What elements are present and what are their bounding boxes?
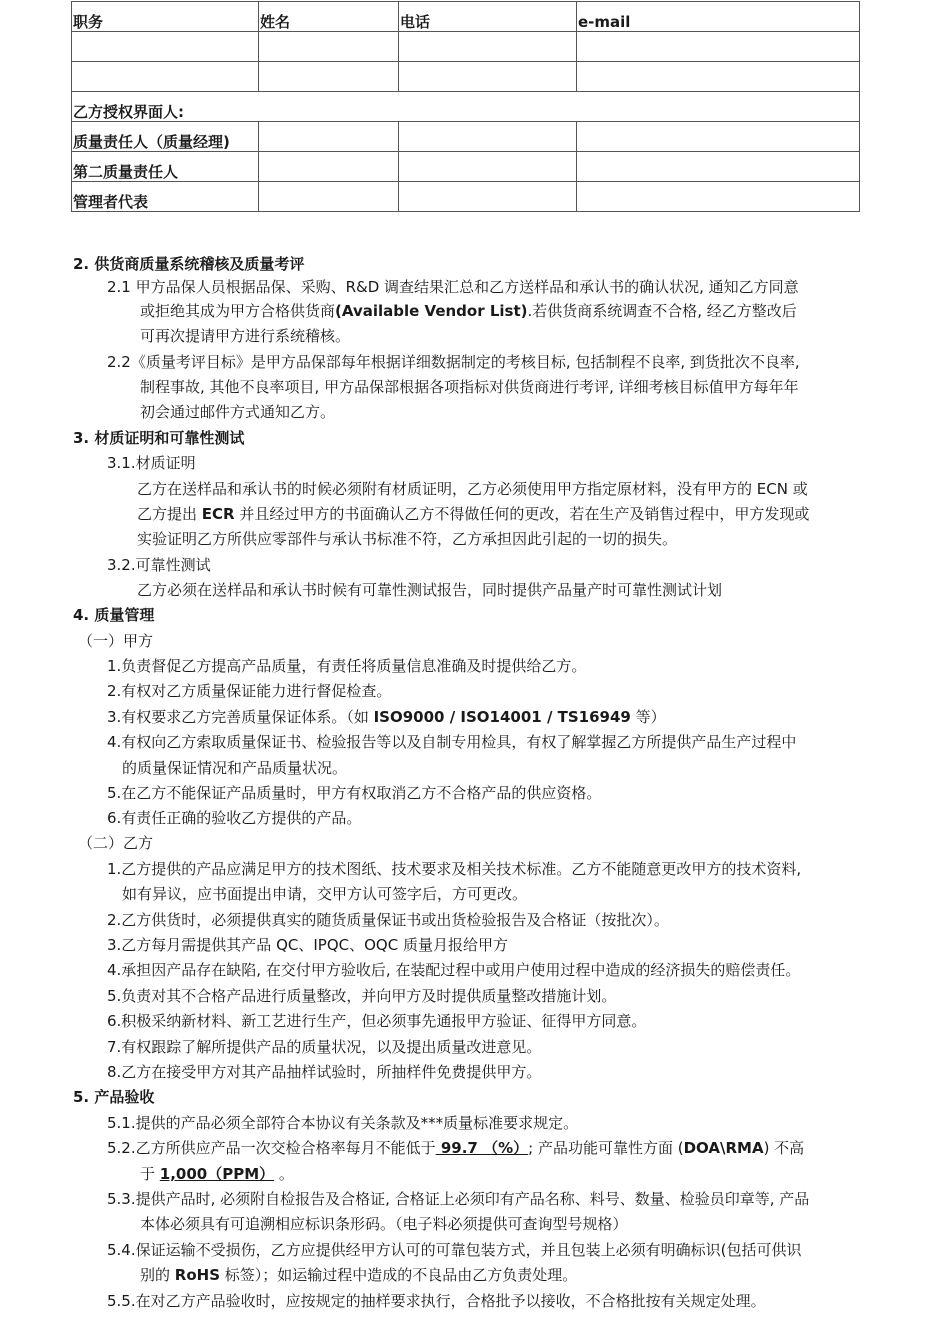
party-b-title: 乙方授权界面人: bbox=[72, 92, 860, 122]
table-row bbox=[72, 62, 860, 92]
s4-party-b-title: （二）乙方 bbox=[78, 834, 154, 852]
s3-p1-line1: 乙方在送样品和承认书的时候必须附有材质证明，乙方必须使用甲方指定原材料，没有甲方的 ECN 或 bbox=[137, 480, 808, 498]
s3-sub2: 3.2.可靠性测试 bbox=[107, 556, 211, 574]
s4-b7: 7.有权跟踪了解所提供产品的质量状况，以及提出质量改进意见。 bbox=[107, 1038, 542, 1056]
s4-b8: 8.乙方在接受甲方对其产品抽样试验时，所抽样件免费提供甲方。 bbox=[107, 1063, 542, 1081]
s4-b1-line2: 如有异议，应书面提出申请，交甲方认可签字后，方可更改。 bbox=[122, 885, 528, 903]
s4-b2: 2.乙方供货时，必须提供真实的随货质量保证书或出货检验报告及合格证（按批次）。 bbox=[107, 911, 669, 929]
s2-p1-line3: 可再次提请甲方进行系统稽核。 bbox=[140, 327, 351, 345]
s4-a5: 5.在乙方不能保证产品质量时，甲方有权取消乙方不合格产品的供应资格。 bbox=[107, 784, 602, 802]
table-row bbox=[72, 92, 860, 122]
s2-p2-line1: 2.2《质量考评目标》是甲方品保部每年根据详细数据制定的考核目标, 包括制程不良率, 到货批次不良率, bbox=[107, 353, 800, 371]
s3-p1-line3: 实验证明乙方所供应零部件与承认书标准不符，乙方承担因此引起的一切的损失。 bbox=[137, 530, 678, 548]
s5-i3-line2: 本体必须具有可追溯相应标识条形码。（电子料必须提供可查询型号规格） bbox=[140, 1215, 628, 1233]
header-position: 职务 bbox=[72, 2, 259, 32]
row-label: 第二质量责任人 bbox=[72, 152, 259, 182]
table-row bbox=[72, 122, 860, 152]
s4-a6: 6.有责任正确的验收乙方提供的产品。 bbox=[107, 809, 362, 827]
contact-table bbox=[71, 1, 860, 212]
table-row bbox=[72, 182, 860, 212]
section-4-title: 4. 质量管理 bbox=[73, 606, 155, 624]
table-row bbox=[72, 152, 860, 182]
header-email: e-mail bbox=[577, 2, 860, 32]
s2-p2-line3: 初会通过邮件方式通知乙方。 bbox=[140, 403, 336, 421]
s2-p1-line1: 2.1 甲方品保人员根据品保、采购、R&D 调查结果汇总和乙方送样品和承认书的确认状况, 通知乙方同意 bbox=[107, 278, 799, 296]
s5-i5: 5.5.在对乙方产品验收时，应按规定的抽样要求执行，合格批予以接收，不合格批按有关规定处理。 bbox=[107, 1292, 766, 1310]
s5-i4-line1: 5.4.保证运输不受损伤，乙方应提供经甲方认可的可靠包装方式，并且包装上必须有明确标识(包括可供识 bbox=[107, 1241, 802, 1259]
table-header-row bbox=[72, 2, 860, 32]
table-row bbox=[72, 32, 860, 62]
s4-a2: 2.有权对乙方质量保证能力进行督促检查。 bbox=[107, 682, 392, 700]
s5-i4-line2: 别的 RoHS 标签）；如运输过程中造成的不良品由乙方负责处理。 bbox=[140, 1266, 578, 1284]
section-3-title: 3. 材质证明和可靠性测试 bbox=[73, 429, 245, 447]
s2-p2-line2: 制程事故, 其他不良率项目, 甲方品保部根据各项指标对供货商进行考评, 详细考核目标值甲方每年年 bbox=[140, 378, 799, 396]
header-name: 姓名 bbox=[259, 2, 399, 32]
s4-a3: 3.有权要求乙方完善质量保证体系。（如 ISO9000 / ISO14001 / TS16949 等） bbox=[107, 708, 666, 726]
s4-b3: 3.乙方每月需提供其产品 QC、IPQC、OQC 质量月报给甲方 bbox=[107, 936, 508, 954]
section-2-title: 2. 供货商质量系统稽核及质量考评 bbox=[73, 255, 305, 273]
s4-b4: 4.承担因产品存在缺陷, 在交付甲方验收后, 在装配过程中或用户使用过程中造成的经济损失的赔偿责任。 bbox=[107, 961, 801, 979]
s3-p2-line1: 乙方必须在送样品和承认书时候有可靠性测试报告，同时提供产品量产时可靠性测试计划 bbox=[137, 581, 723, 599]
s3-p1-line2: 乙方提出 ECR 并且经过甲方的书面确认乙方不得做任何的更改，若在生产及销售过程中，甲方发现或 bbox=[137, 505, 810, 523]
header-phone: 电话 bbox=[399, 2, 577, 32]
s4-b5: 5.负责对其不合格产品进行质量整改，并向甲方及时提供质量整改措施计划。 bbox=[107, 987, 617, 1005]
s5-i2-line1: 5.2.乙方所供应产品一次交检合格率每月不能低于 99.7 （%）; 产品功能可靠性方面 (DOA\RMA) 不高 bbox=[107, 1139, 805, 1157]
s5-i3-line1: 5.3.提供产品时, 必须附自检报告及合格证, 合格证上必须印有产品名称、料号、数量、检验员印章等, 产品 bbox=[107, 1190, 810, 1208]
row-label: 管理者代表 bbox=[72, 182, 259, 212]
s4-party-a-title: （一）甲方 bbox=[78, 632, 154, 650]
s4-b6: 6.积极采纳新材料、新工艺进行生产，但必须事先通报甲方验证、征得甲方同意。 bbox=[107, 1012, 647, 1030]
s3-sub1: 3.1.材质证明 bbox=[107, 454, 196, 472]
s5-i2-line2: 于 1,000（PPM） 。 bbox=[140, 1165, 294, 1183]
s2-p1-line2: 或拒绝其成为甲方合格供货商(Available Vendor List).若供货商系统调查不合格, 经乙方整改后 bbox=[140, 302, 797, 320]
row-label: 质量责任人（质量经理) bbox=[72, 122, 259, 152]
s4-b1-line1: 1.乙方提供的产品应满足甲方的技术图纸、技术要求及相关技术标准。乙方不能随意更改甲方的技术资料, bbox=[107, 860, 802, 878]
s4-a4-line2: 的质量保证情况和产品质量状况。 bbox=[122, 759, 348, 777]
s4-a1: 1.负责督促乙方提高产品质量，有责任将质量信息准确及时提供给乙方。 bbox=[107, 657, 587, 675]
s4-a4-line1: 4.有权向乙方索取质量保证书、检验报告等以及自制专用检具，有权了解掌握乙方所提供产品生产过程中 bbox=[107, 733, 797, 751]
section-5-title: 5. 产品验收 bbox=[73, 1088, 155, 1106]
s5-i1: 5.1.提供的产品必须全部符合本协议有关条款及***质量标准要求规定。 bbox=[107, 1114, 579, 1132]
